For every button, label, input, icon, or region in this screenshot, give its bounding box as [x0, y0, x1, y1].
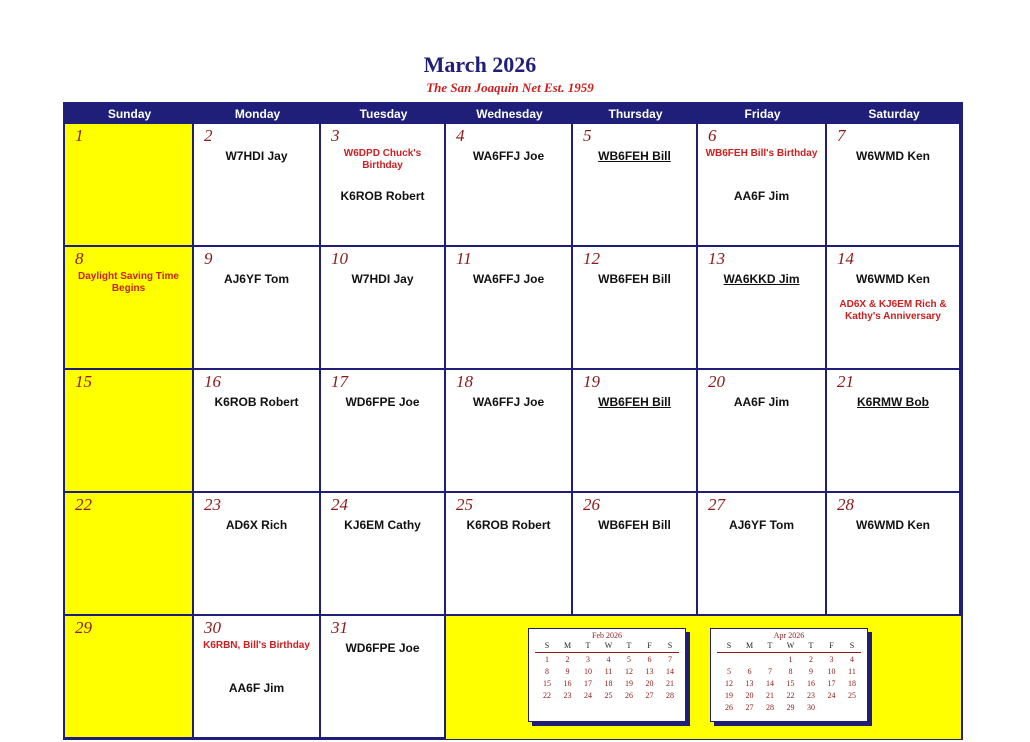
day-number: 15: [75, 372, 92, 391]
event-note: W6DPD Chuck's Birthday: [343, 148, 422, 171]
day-number: 21: [837, 372, 854, 391]
net-control-entry: AA6F Jim: [733, 189, 790, 203]
mini-day: 13: [645, 667, 654, 676]
day-number: 12: [583, 249, 600, 268]
mini-day: 26: [625, 691, 633, 700]
day-cell-15: [65, 370, 194, 493]
day-cell-28: [827, 493, 961, 616]
day-cell-14: [827, 247, 961, 370]
weekday-wednesday: Wednesday: [476, 107, 543, 121]
day-cell-19: [573, 370, 698, 493]
day-number: 26: [583, 495, 600, 514]
day-cell-24: [321, 493, 446, 616]
net-control-entry: W6WMD Ken: [856, 149, 930, 163]
event-note: WB6FEH Bill's Birthday: [705, 148, 818, 159]
day-number: 6: [708, 126, 717, 145]
mini-weekday: S: [667, 641, 673, 650]
calendar-grid: [63, 102, 963, 740]
mini-weekday: W: [604, 641, 613, 650]
mini-day: 9: [809, 667, 813, 676]
day-cell-7: [827, 124, 961, 247]
day-cell-17: [321, 370, 446, 493]
day-number: 3: [331, 126, 340, 145]
weekday-saturday: Saturday: [868, 107, 920, 121]
mini-day: 28: [766, 703, 774, 712]
mini-day: 22: [543, 691, 551, 700]
mini-day: 2: [809, 655, 813, 664]
day-number: 2: [204, 126, 213, 145]
net-control-entry: WB6FEH Bill: [598, 149, 671, 163]
day-cell-5: [573, 124, 698, 247]
day-number: 5: [583, 126, 592, 145]
mini-weekday: S: [726, 641, 732, 650]
net-control-entry: AA6F Jim: [733, 395, 790, 409]
day-cell-4: [446, 124, 573, 247]
mini-weekday: T: [808, 641, 814, 650]
mini-day: 3: [586, 655, 590, 664]
day-number: 29: [75, 618, 92, 637]
day-cell-30: [194, 616, 321, 739]
mini-day: 24: [827, 691, 836, 700]
mini-day: 6: [747, 667, 752, 676]
mini-day: 15: [786, 679, 795, 688]
net-control-entry: WB6FEH Bill: [598, 395, 671, 409]
mini-weekday: M: [563, 641, 572, 650]
net-control-entry: WB6FEH Bill: [598, 518, 671, 532]
day-cell-26: [573, 493, 698, 616]
mini-day: 20: [645, 679, 654, 688]
mini-day: 11: [604, 667, 613, 676]
net-control-entry: WD6FPE Joe: [345, 395, 420, 409]
mini-day: 25: [848, 691, 856, 700]
day-cell-1: [65, 124, 194, 247]
mini-weekday: W: [786, 641, 795, 650]
mini-day: 23: [563, 691, 572, 700]
mini-day: 4: [850, 655, 854, 664]
net-control-entry: AA6F Jim: [228, 681, 285, 695]
weekday-tuesday: Tuesday: [359, 107, 408, 121]
day-number: 22: [75, 495, 92, 514]
mini-day: 4: [606, 655, 611, 664]
net-control-entry: WA6FFJ Joe: [472, 395, 545, 409]
day-cell-16: [194, 370, 321, 493]
day-cell-27: [698, 493, 827, 616]
mini-day: 5: [727, 667, 731, 676]
mini-day: 11: [848, 667, 856, 676]
mini-day: 13: [745, 679, 754, 688]
mini-day: 14: [666, 667, 674, 676]
net-control-entry: W6WMD Ken: [856, 518, 930, 532]
mini-day: 24: [584, 691, 592, 700]
day-cell-12: [573, 247, 698, 370]
day-cell-6: [698, 124, 827, 247]
day-number: 27: [708, 495, 725, 514]
mini-weekday: F: [829, 641, 834, 650]
day-cell-20: [698, 370, 827, 493]
mini-day: 8: [545, 667, 549, 676]
mini-day: 19: [625, 679, 633, 688]
mini-day: 25: [604, 691, 613, 700]
mini-day: 23: [807, 691, 815, 700]
net-control-entry: W7HDI Jay: [351, 272, 414, 286]
day-cell-25: [446, 493, 573, 616]
day-number: 9: [204, 249, 213, 268]
day-cell-18: [446, 370, 573, 493]
day-number: 7: [837, 126, 846, 145]
mini-day: 18: [848, 679, 856, 688]
net-control-entry: AD6X Rich: [225, 518, 288, 532]
mini-day: 22: [786, 691, 795, 700]
net-control-entry: W6WMD Ken: [856, 272, 930, 286]
mini-day: 15: [543, 679, 551, 688]
day-number: 20: [708, 372, 725, 391]
weekday-friday: Friday: [744, 107, 781, 121]
mini-divider: [535, 652, 679, 653]
day-cell-3: [321, 124, 446, 247]
mini-day: 16: [807, 679, 815, 688]
mini-day: 27: [645, 691, 654, 700]
mini-day: 6: [647, 655, 652, 664]
mini-weekday: T: [585, 641, 591, 650]
day-cell-11: [446, 247, 573, 370]
day-number: 1: [75, 126, 84, 145]
day-number: 31: [331, 618, 348, 637]
day-cell-2: [194, 124, 321, 247]
net-control-entry: K6ROB Robert: [214, 395, 299, 409]
day-cell-22: [65, 493, 194, 616]
mini-day: 29: [786, 703, 795, 712]
mini-divider: [717, 652, 861, 653]
day-cell-13: [698, 247, 827, 370]
net-control-entry: W7HDI Jay: [225, 149, 288, 163]
mini-day: 27: [745, 703, 754, 712]
day-cell-31: [321, 616, 446, 739]
day-number: 19: [583, 372, 600, 391]
mini-weekday: S: [544, 641, 550, 650]
weekday-thursday: Thursday: [608, 107, 663, 121]
mini-day: 14: [766, 679, 774, 688]
day-number: 13: [708, 249, 725, 268]
mini-day: 26: [725, 703, 733, 712]
mini-day: 5: [627, 655, 631, 664]
day-number: 23: [204, 495, 221, 514]
day-number: 24: [331, 495, 348, 514]
net-control-entry: AJ6YF Tom: [728, 518, 795, 532]
day-number: 28: [837, 495, 854, 514]
net-control-entry: KJ6EM Cathy: [344, 518, 421, 532]
day-cell-10: [321, 247, 446, 370]
mini-day: 12: [625, 667, 633, 676]
day-number: 4: [456, 126, 465, 145]
page-subtitle: The San Joaquin Net Est. 1959: [426, 80, 594, 95]
weekday-header-row: [65, 104, 961, 124]
event-note: K6RBN, Bill's Birthday: [203, 640, 310, 651]
day-cell-8: [65, 247, 194, 370]
mini-calendar-title: Apr 2026: [773, 631, 805, 640]
mini-day: 1: [545, 655, 549, 664]
day-number: 8: [75, 249, 84, 268]
mini-day: 21: [766, 691, 774, 700]
mini-weekday: S: [849, 641, 855, 650]
mini-day: 17: [584, 679, 592, 688]
weekday-monday: Monday: [234, 107, 281, 121]
mini-weekday: T: [626, 641, 632, 650]
mini-day: 3: [829, 655, 834, 664]
day-cell-21: [827, 370, 961, 493]
mini-day: 10: [584, 667, 592, 676]
mini-calendar-apr: [710, 628, 868, 722]
mini-day: 17: [827, 679, 836, 688]
net-control-entry: K6ROB Robert: [466, 518, 551, 532]
mini-day: 10: [827, 667, 836, 676]
day-number: 16: [204, 372, 221, 391]
mini-day: 20: [745, 691, 754, 700]
mini-day: 1: [788, 655, 793, 664]
mini-day: 18: [604, 679, 613, 688]
mini-day: 12: [725, 679, 733, 688]
page-title: March 2026: [423, 52, 537, 77]
mini-day: 2: [565, 655, 570, 664]
mini-day: 30: [807, 703, 815, 712]
mini-calendar-feb: [528, 628, 686, 722]
event-note: AD6X & KJ6EM Rich & Kathy's Anniversary: [839, 299, 947, 322]
mini-weekday: M: [745, 641, 754, 650]
net-control-entry: K6RMW Bob: [857, 395, 929, 409]
mini-calendar-area: [446, 616, 961, 739]
day-number: 17: [331, 372, 348, 391]
mini-day: 16: [563, 679, 572, 688]
mini-day: 28: [666, 691, 674, 700]
mini-day: 19: [725, 691, 733, 700]
net-control-entry: AJ6YF Tom: [223, 272, 290, 286]
weekday-sunday: Sunday: [107, 107, 152, 121]
day-cell-29: [65, 616, 194, 739]
net-control-entry: WD6FPE Joe: [345, 641, 420, 655]
net-control-entry: WB6FEH Bill: [598, 272, 671, 286]
event-note: Daylight Saving Time Begins: [78, 271, 179, 294]
mini-day: 21: [666, 679, 674, 688]
mini-day: 7: [668, 655, 672, 664]
day-number: 18: [456, 372, 473, 391]
mini-day: 9: [565, 667, 570, 676]
net-control-entry: WA6KKD Jim: [723, 272, 800, 286]
mini-calendar-title: Feb 2026: [592, 631, 622, 640]
day-number: 30: [204, 618, 221, 637]
net-control-entry: WA6FFJ Joe: [472, 149, 545, 163]
net-control-entry: WA6FFJ Joe: [472, 272, 545, 286]
net-control-entry: K6ROB Robert: [340, 189, 425, 203]
mini-weekday: F: [647, 641, 652, 650]
day-cell-9: [194, 247, 321, 370]
day-number: 10: [331, 249, 348, 268]
day-number: 25: [456, 495, 473, 514]
day-number: 14: [837, 249, 854, 268]
mini-weekday: T: [767, 641, 773, 650]
day-number: 11: [456, 249, 472, 268]
mini-day: 8: [788, 667, 793, 676]
day-cell-23: [194, 493, 321, 616]
mini-day: 7: [768, 667, 772, 676]
